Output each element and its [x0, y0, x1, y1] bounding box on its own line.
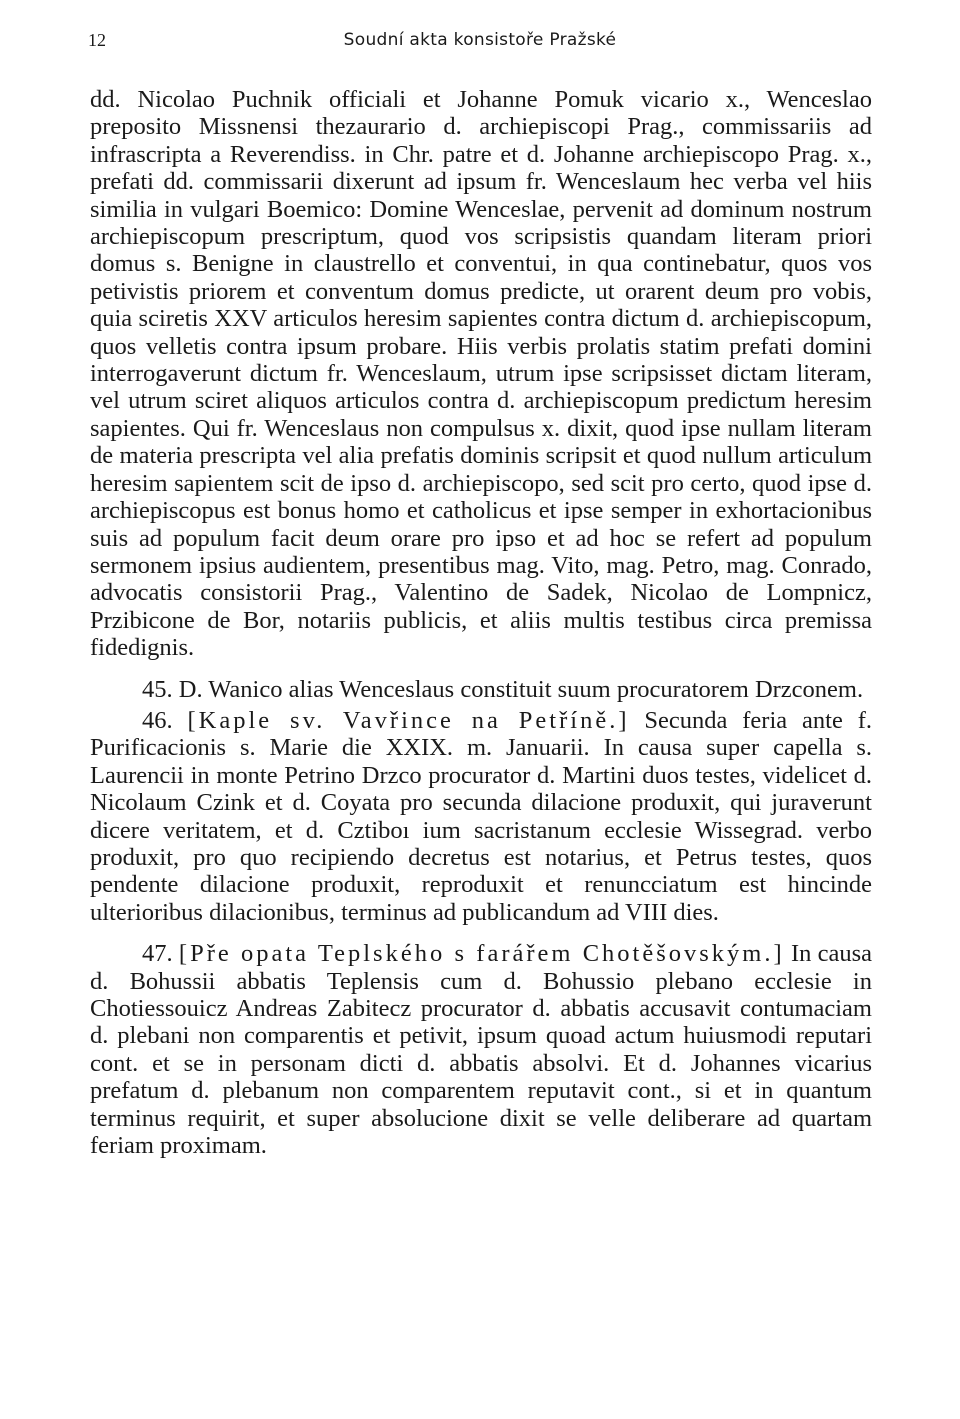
entry-47 — [90, 940, 872, 1159]
paragraph-continuation: dd. Nicolao Puchnik officiali et Johanne Pomuk vicario x., Wenceslao preposito Missnensi thezaurario d. archiepiscopi Prag., commissariis ad infrascripta a Reverendiss. in Chr. patre et d. Johanne archiepiscopo Prag. x., prefati dd. commissarii dixerunt ad ipsum fr. Wenceslaum hec verba vel hiis similia in vulgari Boemico: Domine Wenceslae, pervenit ad dominum nostrum archiepiscopum prescriptum, quod vos scripsistis quandam literam priori domus s. Benigne in claustrello et conventui, in qua continebatur, quos vos petivistis priorem et conventum domus predicte, ut orarent deum pro vobis, quia sciretis XXV articulos heresim sapientes contra dictum d. archiepiscopum, quos velletis contra ipsum probare. Hiis verbis prolatis statim prefati domini interrogaverunt dictum fr. Wenceslaum, utrum ipse scripsisset dictam literam, vel utrum sciret aliquos articulos contra d. archiepiscopum predictum heresim sapientes. Qui fr. Wenceslaus non compulsus x. dixit, quod ipse nullam literam de materia prescripta vel alia prefatis dominis scripsit et quod nullum articulum heresim sapientem scit de ipso d. archiepiscopo, sed scit pro certo, quod ipse d. archiepiscopus est bonus homo et catholicus et ipse semper in exhortacionibus suis ad populum facit deum orare pro ipso et ad hoc se refert ad populum sermonem ipsius audientem, presentibus mag. Vito, mag. Petro, mag. Conrado, advocatis consistorii Prag., Valentino de Sadek, Nicolao de Lompnicz, Przibicone de Bor, notariis publicis, et aliis multis testibus circa premissa fidedignis. — [90, 86, 872, 662]
entry-47-text: In causa d. Bohussii abbatis Teplensis cum d. Bohussio plebano ecclesie in Chotiessouicz Andreas Zabitecz procurator d. abbatis accusavit contumaciam d. plebani non comparentis et petivit, ipsum quoad actum huiusmodi reputari cont. et se in personam dicti d. abbatis absolvi. Et d. Johannes vicarius prefatum d. plebanum non comparentem reputavit cont., si et in quantum terminus requirit, et super absolucione dixit se velle deliberare ad quartam feriam proximam. — [90, 940, 873, 1160]
entry-46-heading: [Kaple sv. Vavřince na Petříně.] — [187, 706, 630, 734]
page-header — [88, 30, 872, 56]
entry-46-number: 46. — [142, 706, 173, 734]
entry-47-heading: [Pře opata Teplského s farářem Chotěšovským.] — [178, 940, 785, 968]
entry-45: 45. D. Wanico alias Wenceslaus constituit suum procuratorem Drzconem. — [142, 675, 864, 703]
entry-46 — [90, 707, 872, 926]
entry-47-number: 47. — [142, 940, 173, 968]
entry-46-text: Secunda feria ante f. Purificacionis s. Marie die XXIX. m. Januarii. In causa super capella s. Laurencii in monte Petrino Drzco procurator d. Martini duos testes, videlicet d. Nicolaum Czink et d. Coyata pro secunda dilacione produxit, qui juraverunt dicere veritatem, et d. Cztiboı ium sacristanum ecclesie Wissegrad. verbo produxit, pro quo recipiendo decretus est notarius, et Petrus testes, quos pendente dilacione produxit, reproduxit et renuncciatum est hincinde ulterioribus dilacionibus, terminus ad publicandum ad VIII dies. — [90, 706, 873, 926]
page-number: 12 — [88, 30, 106, 50]
document-body — [90, 86, 872, 1159]
running-head: Soudní akta konsistoře Pražské — [343, 30, 617, 50]
